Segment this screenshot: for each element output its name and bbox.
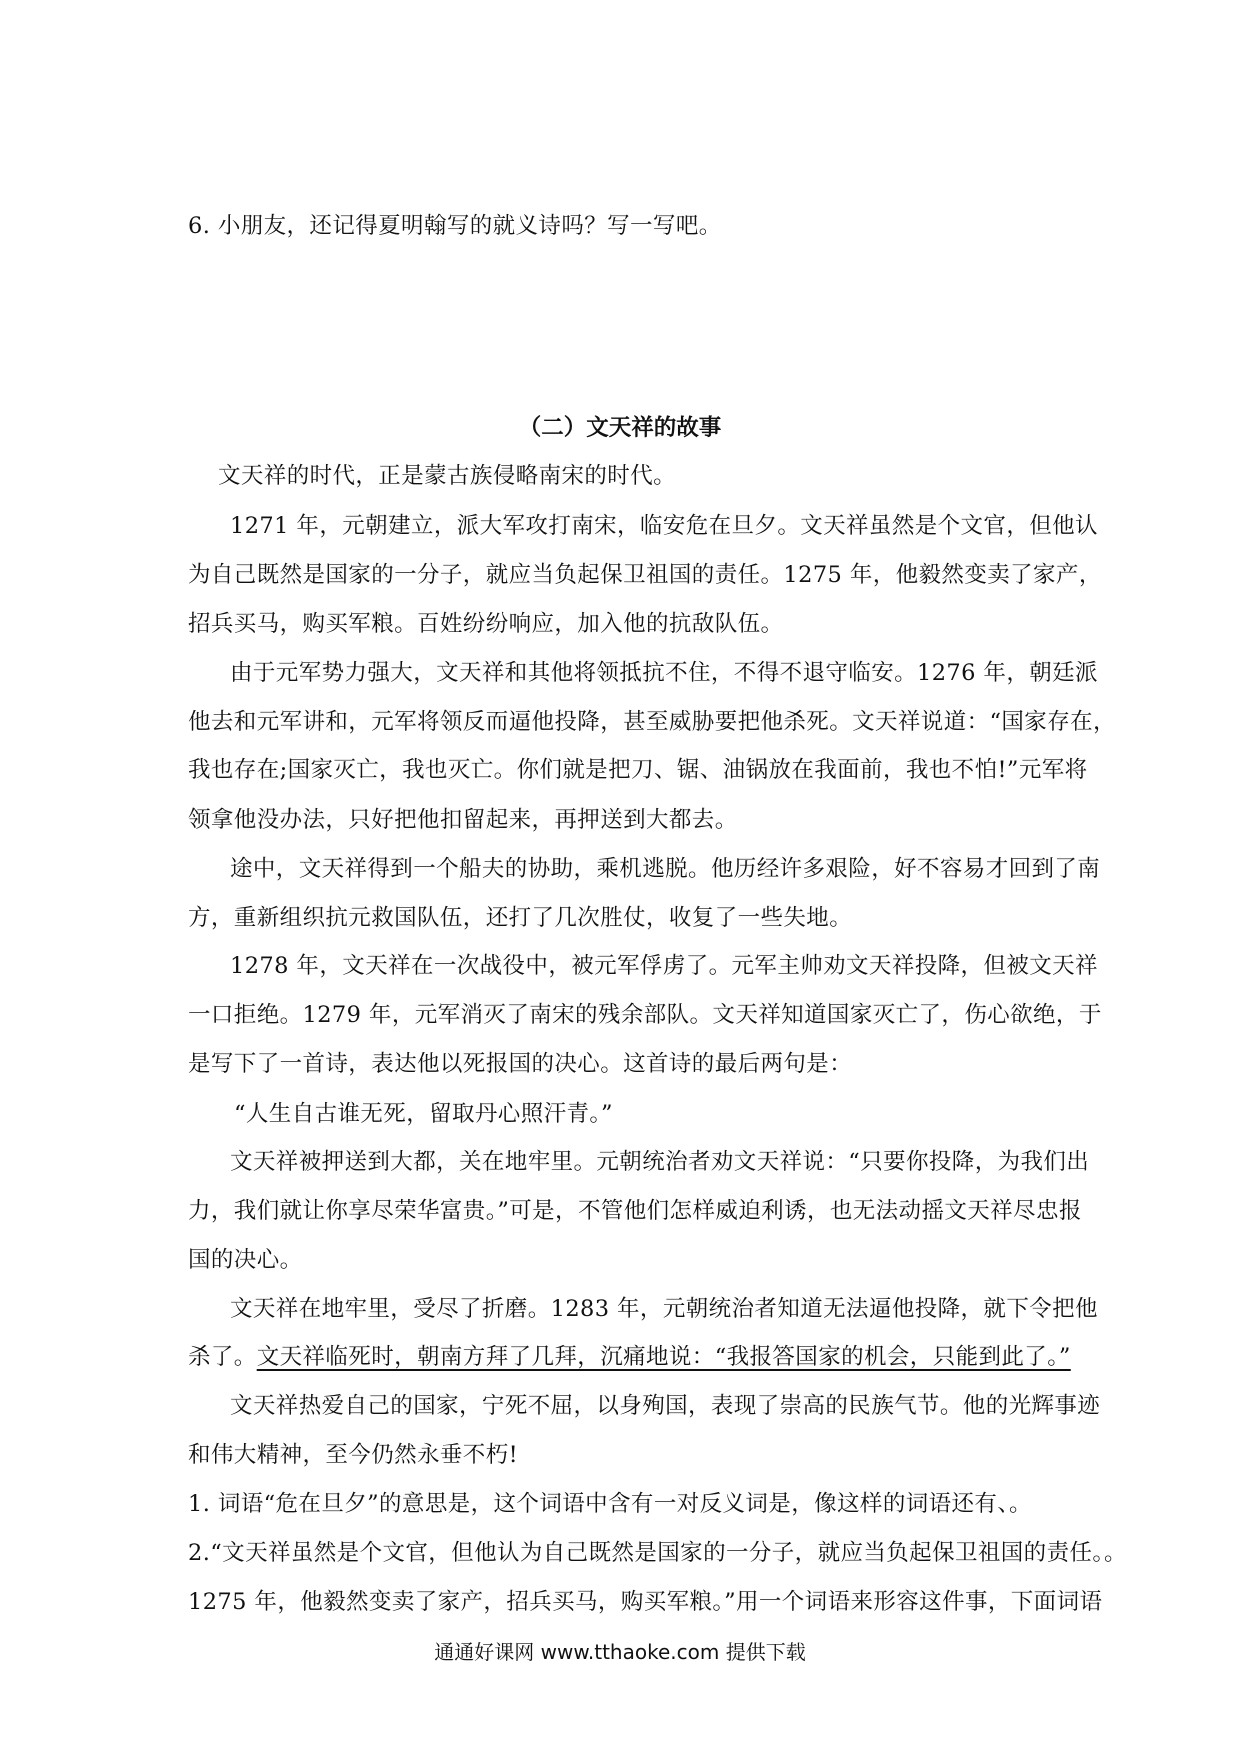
section-title: （二）文天祥的故事 [518, 415, 722, 441]
poem-quote: “人生自古谁无死，留取丹心照汗青。” [234, 1101, 613, 1127]
paragraph-line: 1278 年，文天祥在一次战役中，被元军俘虏了。元军主帅劝文天祥投降，但被文天祥 [230, 953, 1098, 979]
footer-text: 通通好课网 www.tthaoke.com 提供下载 [434, 1640, 806, 1664]
paragraph-line: 国的决心。 [188, 1247, 303, 1273]
paragraph-line: 1271 年，元朝建立，派大军攻打南宋，临安危在旦夕。文天祥虽然是个文官，但他认 [230, 513, 1098, 539]
question-1: 1. 词语“危在旦夕”的意思是，这个词语中含有一对反义词是，像这样的词语还有、。 [188, 1491, 1032, 1517]
paragraph-line: 一口拒绝。1279 年，元军消灭了南宋的残余部队。文天祥知道国家灭亡了，伤心欲绝，于 [188, 1002, 1102, 1028]
paragraph-line: 领拿他没办法，只好把他扣留起来，再押送到大都去。 [188, 807, 738, 833]
paragraph-line: 他去和元军讲和，元军将领反而逼他投降，甚至威胁要把他杀死。文天祥说道：“国家存在， [188, 709, 1116, 735]
paragraph-line: 文天祥在地牢里，受尽了折磨。1283 年，元朝统治者知道无法逼他投降，就下令把他 [230, 1296, 1098, 1322]
paragraph-line: 是写下了一首诗，表达他以死报国的决心。这首诗的最后两句是： [188, 1051, 853, 1077]
question-6: 6. 小朋友，还记得夏明翰写的就义诗吗？写一写吧。 [188, 213, 722, 239]
paragraph-line: 力，我们就让你享尽荣华富贵。”可是，不管他们怎样威迫利诱，也无法动摇文天祥尽忠报 [188, 1198, 1082, 1224]
paragraph-text: 杀了。 [188, 1344, 257, 1370]
question-2: 2.“文天祥虽然是个文官，但他认为自己既然是国家的一分子，就应当负起保卫祖国的责任。。 [188, 1540, 1127, 1566]
paragraph-line: 和伟大精神，至今仍然永垂不朽! [188, 1442, 519, 1468]
paragraph-line: 文天祥热爱自己的国家，宁死不屈，以身殉国，表现了崇高的民族气节。他的光辉事迹 [230, 1393, 1101, 1419]
paragraph-line: 为自己既然是国家的一分子，就应当负起保卫祖国的责任。1275 年，他毅然变卖了家产， [188, 562, 1102, 588]
paragraph-line: 方，重新组织抗元救国队伍，还打了几次胜仗，收复了一些失地。 [188, 905, 853, 931]
paragraph-line: 文天祥被押送到大都，关在地牢里。元朝统治者劝文天祥说：“只要你投降，为我们出 [230, 1149, 1090, 1175]
paragraph-line [188, 1342, 1071, 1372]
underlined-sentence: 文天祥临死时，朝南方拜了几拜，沉痛地说：“我报答国家的机会，只能到此了。” [256, 1344, 1071, 1370]
paragraph-line: 途中，文天祥得到一个船夫的协助，乘机逃脱。他历经许多艰险，好不容易才回到了南 [230, 856, 1101, 882]
paragraph-line: 招兵买马，购买军粮。百姓纷纷响应，加入他的抗敌队伍。 [188, 611, 784, 637]
paragraph-line: 文天祥的时代，正是蒙古族侵略南宋的时代。 [218, 463, 677, 489]
question-2-continued: 1275 年，他毅然变卖了家产，招兵买马，购买军粮。”用一个词语来形容这件事，下面词语 [188, 1589, 1103, 1615]
paragraph-line: 我也存在;国家灭亡，我也灭亡。你们就是把刀、锯、油锅放在我面前，我也不怕!”元军将 [188, 757, 1088, 783]
paragraph-line: 由于元军势力强大，文天祥和其他将领抵抗不住，不得不退守临安。1276 年，朝廷派 [230, 660, 1098, 686]
